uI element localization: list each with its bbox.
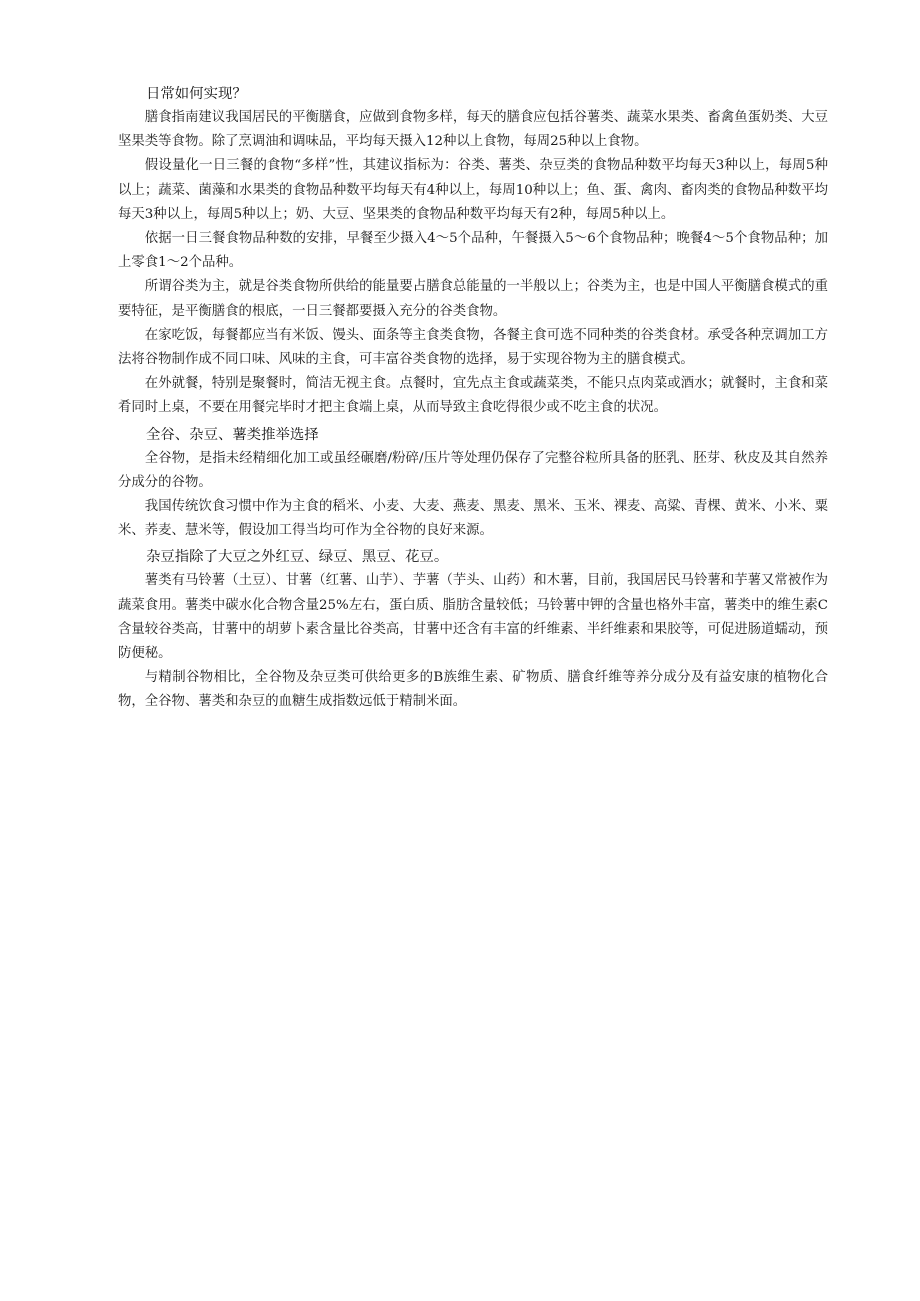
paragraph: 我国传统饮食习惯中作为主食的稻米、小麦、大麦、燕麦、黑麦、黑米、玉米、裸麦、高粱、青棵、黄米、小米、粟米、荞麦、慧米等，假设加工得当均可作为全谷物的良好来源。 — [118, 499, 828, 539]
paragraph: 与精制谷物相比，全谷物及杂豆类可供给更多的B族维生素、矿物质、膳食纤维等养分成分及有益安康的植物化合物，全谷物、薯类和杂豆的血糖生成指数远低于精制米面。 — [118, 670, 828, 710]
paragraph: 依据一日三餐食物品种数的安排，早餐至少摄入4～5个品种，午餐摄入5～6个食物品种；晚餐4～5个食物品种；加上零食1～2个品种。 — [118, 231, 828, 271]
paragraph: 全谷物，是指未经精细化加工或虽经碾磨/粉碎/压片等处理仍保存了完整谷粒所具备的胚乳、胚芽、秋皮及其自然养分成分的谷物。 — [118, 450, 828, 490]
paragraph: 膳食指南建议我国居民的平衡膳食，应做到食物多样，每天的膳食应包括谷薯类、蔬菜水果类、畜禽鱼蛋奶类、大豆坚果类等食物。除了烹调油和调味品，平均每天摄入12种以上食物，每周25种以上食物。 — [118, 110, 828, 150]
section-heading-mixed-beans: 杂豆指除了大豆之外红豆、绿豆、黑豆、花豆。 — [146, 549, 449, 566]
paragraph: 所谓谷类为主，就是谷类食物所供给的能量要占膳食总能量的一半般以上；谷类为主，也是中国人平衡膳食模式的重要特征，是平衡膳食的根底，一日三餐都要摄入充分的谷类食物。 — [118, 279, 828, 319]
paragraph: 薯类有马铃薯（土豆）、甘薯（红薯、山芋）、芋薯（芋头、山药）和木薯，目前，我国居民马铃薯和芋薯又常被作为蔬菜食用。薯类中碳水化合物含量25%左右，蛋白质、脂肪含量较低；马铃薯中钾的含量也格外丰富，薯类中的维生素C含量较谷类高，甘薯中的胡萝卜素含量比谷类高，甘薯中还含有丰富的纤维素、半纤维素和果胶等，可促进肠道蠕动，预防便秘。 — [118, 573, 828, 662]
paragraph: 假设量化一日三餐的食物“多样”性，其建议指标为：谷类、薯类、杂豆类的食物品种数平均每天3种以上，每周5种以上；蔬菜、菌藻和水果类的食物品种数平均每天有4种以上，每周10种以上；鱼、蛋、禽肉、畜肉类的食物品种数平均每天3种以上，每周5种以上；奶、大豆、坚果类的食物品种数平均每天有2种，每周5种以上。 — [118, 158, 828, 222]
paragraph: 在家吃饭，每餐都应当有米饭、馒头、面条等主食类食物，各餐主食可选不同种类的谷类食材。承受各种烹调加工方法将谷物制作成不同口味、风味的主食，可丰富谷类食物的选择，易于实现谷物为主的膳食模式。 — [118, 327, 828, 368]
document-page — [118, 80, 828, 715]
paragraph: 在外就餐，特别是聚餐时，简洁无视主食。点餐时，宜先点主食或蔬菜类，不能只点肉菜或酒水；就餐时，主食和菜肴同时上桌，不要在用餐完毕时才把主食端上桌，从而导致主食吃得很少或不吃主食的状况。 — [118, 376, 828, 416]
section-heading-whole-grains: 全谷、杂豆、薯类推举选择 — [146, 426, 319, 443]
section-heading-daily: 日常如何实现？ — [146, 86, 247, 102]
